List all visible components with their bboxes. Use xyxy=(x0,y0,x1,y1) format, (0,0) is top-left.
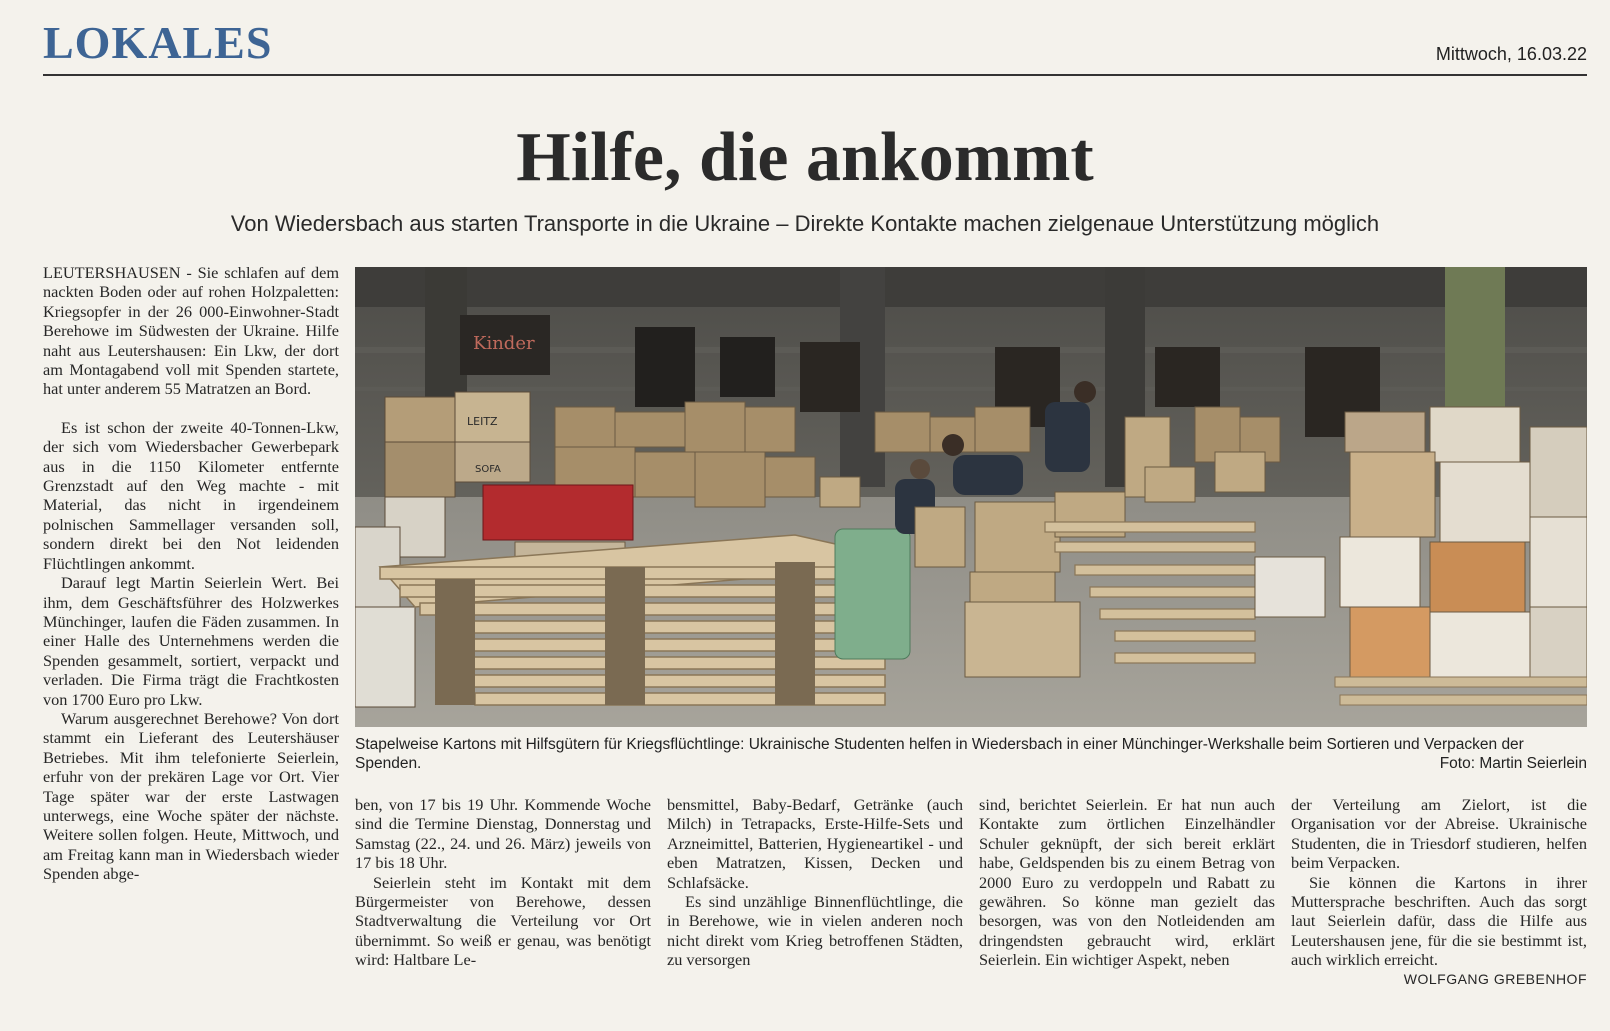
paragraph: Seierlein steht im Kontakt mit dem Bürgermeister von Berehowe, dessen Stadtverwaltung die Verteilung vor Ort übernimmt. So weiß er genau, was benötigt wird: Haltbare Le- xyxy=(355,872,651,970)
paragraph: Es sind unzählige Binnenflüchtlinge, die in Berehowe, wie in vielen anderen noch nicht direkt vom Krieg betroffenen Städten, zu versorgen xyxy=(667,892,963,970)
paragraph: Warum ausgerechnet Berehowe? Von dort stammt ein Lieferant des Leutershäuser Betriebes. Mit ihm telefonierte Seierlein, erfuhr von der prekären Lage vor Ort. Vier Tage später war der erste Lastwagen unterwegs, eine Woche später der nächste. Weitere sollen folgen. Heute, Mittwoch, und am Freitag kann man in Wiedersbach wieder Spenden abge- xyxy=(43,708,339,884)
paragraph: der Verteilung am Zielort, ist die Organisation vor der Abreise. Ukrainische Studenten, die in Triesdorf studieren, helfen beim Verpacken. xyxy=(1291,795,1587,873)
paragraph: bensmittel, Baby-Bedarf, Getränke (auch Milch) in Tetrapacks, Erste-Hilfe-Sets und Arzneimittel, Batterien, Hygieneartikel - und eben Matratzen, Kissen, Decken und Schlafsäcke. xyxy=(667,795,963,892)
author-signature: WOLFGANG GREBENHOF xyxy=(1403,970,1587,987)
photo-caption xyxy=(355,735,1587,773)
paragraph: LEUTERSHAUSEN - Sie schlafen auf dem nackten Boden oder auf rohen Holzpaletten: Kriegsopfer in der 26 000-Einwohner-Stadt Berehowe im Südwesten der Ukraine. Hilfe naht aus Leutershausen: Ein Lkw, der dort am Montagabend voll mit Spenden startete, hat unter anderem 55 Matratzen an Bord. xyxy=(43,263,339,399)
headline: Hilfe, die ankommt xyxy=(516,119,1094,196)
box-label: LEITZ xyxy=(467,415,498,428)
paragraph: Darauf legt Martin Seierlein Wert. Bei ihm, dem Geschäftsführer des Holzwerkes Münchinger, laufen die Fäden zusammen. In einer Halle des Unternehmens werden die Spenden gesammelt, sortiert, verpackt und verladen. Die Firma trägt die Frachtkosten von 1700 Euro pro Lkw. xyxy=(43,573,339,709)
photo-credit: Foto: Martin Seierlein xyxy=(1439,755,1587,772)
paragraph xyxy=(1291,872,1587,987)
header-rule xyxy=(43,74,1587,76)
text-column-5 xyxy=(1291,795,1587,989)
text-column-2 xyxy=(355,795,651,970)
wall-sign-text: Kinder xyxy=(473,333,535,354)
box-label: SOFA xyxy=(475,464,501,475)
warehouse-photo xyxy=(355,267,1587,727)
paragraph-text: Sie können die Kartons in ihrer Muttersprache beschriften. Auch das sorgt laut Seierlein dafür, dass die Hilfe aus Leutershausen jene, für die sie bestimmt ist, auch wirklich erreicht. xyxy=(1291,872,1587,970)
page-header xyxy=(43,14,1587,80)
text-column-4 xyxy=(979,795,1275,970)
text-column-1 xyxy=(43,263,339,884)
caption-text: Stapelweise Kartons mit Hilfsgütern für Kriegsflüchtlinge: Ukrainische Studenten helfen in Wiedersbach in einer Münchinger-Werkshalle beim Sortieren und Verpacken der Spenden. xyxy=(355,736,1524,772)
issue-date: Mittwoch, 16.03.22 xyxy=(1435,44,1587,64)
subheadline: Von Wiedersbach aus starten Transporte in die Ukraine – Direkte Kontakte machen zielgenaue Unterstützung möglich xyxy=(230,211,1380,236)
paragraph: sind, berichtet Seierlein. Er hat nun auch Kontakte zum örtlichen Einzelhändler Schuler geknüpft, der sich bereit erklärt habe, Geldspenden bis zu einem Betrag von 2000 Euro zu verdoppeln und Rabatt zu gewähren. So könne man gezielt das besorgen, was von den Notleidenden am dringendsten gebraucht wird, erklärt Seierlein. Ein wichtiger Aspekt, neben xyxy=(979,795,1275,970)
paragraph: Es ist schon der zweite 40-Tonnen-Lkw, der sich vom Wiedersbacher Gewerbepark aus in die 1150 Kilometer entfernte Grenzstadt auf den Weg machte - mit Material, das nicht in irgendeinem polnischen Sammellager versanden soll, sondern direkt bei den Not leidenden Flüchtlingen ankommt. xyxy=(43,417,339,573)
article-photo xyxy=(355,267,1587,727)
section-title: LOKALES xyxy=(43,17,273,68)
paragraph: ben, von 17 bis 19 Uhr. Kommende Woche sind die Termine Dienstag, Donnerstag und Samstag (22., 24. und 26. März) jeweils von 17 bis 18 Uhr. xyxy=(355,795,651,873)
text-column-3 xyxy=(667,795,963,970)
